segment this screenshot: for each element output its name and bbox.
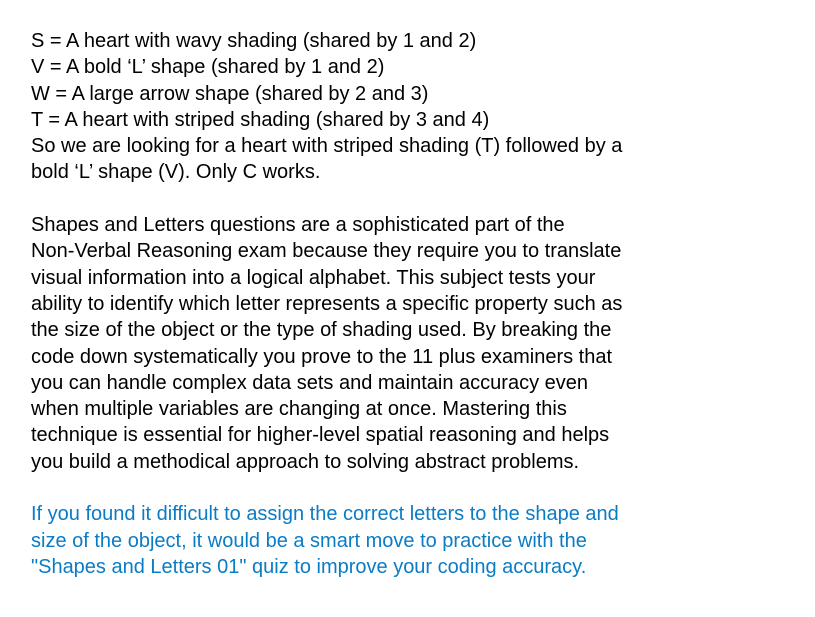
explanation-line: when multiple variables are changing at once. Mastering this	[31, 398, 567, 421]
explanation-paragraph	[31, 212, 801, 475]
explanation-line: ability to identify which letter represents a specific property such as	[31, 292, 623, 315]
paragraph-spacer	[31, 475, 801, 501]
legend-line-w: W = A large arrow shape (shared by 2 and 3)	[31, 82, 429, 105]
explanation-line: code down systematically you prove to the 11 plus examiners that	[31, 345, 613, 368]
legend-line-t: T = A heart with striped shading (shared by 3 and 4)	[31, 108, 490, 131]
explanation-line: Shapes and Letters questions are a sophisticated part of the	[31, 214, 565, 237]
legend-paragraph	[31, 28, 801, 186]
conclusion-line: bold ‘L’ shape (V). Only C works.	[31, 161, 321, 184]
legend-line-v: V = A bold ‘L’ shape (shared by 1 and 2)	[31, 56, 385, 79]
paragraph-spacer	[31, 186, 801, 212]
recommendation-line[interactable]: If you found it difficult to assign the correct letters to the shape and	[31, 503, 619, 526]
explanation-line: you can handle complex data sets and maintain accuracy even	[31, 371, 589, 394]
recommendation-line[interactable]: size of the object, it would be a smart move to practice with the	[31, 529, 587, 552]
explanation-line: visual information into a logical alphabet. This subject tests your	[31, 266, 596, 289]
explanation-line: the size of the object or the type of shading used. By breaking the	[31, 319, 612, 342]
explanation-line: Non-Verbal Reasoning exam because they require you to translate	[31, 240, 622, 263]
explanation-line: you build a methodical approach to solving abstract problems.	[31, 450, 580, 473]
quiz-recommendation-link[interactable]	[31, 501, 801, 580]
explanation-line: technique is essential for higher-level spatial reasoning and helps	[31, 424, 610, 447]
legend-line-s: S = A heart with wavy shading (shared by 1 and 2)	[31, 30, 477, 52]
conclusion-line: So we are looking for a heart with striped shading (T) followed by a	[31, 135, 623, 158]
answer-explanation	[31, 28, 801, 580]
recommendation-line[interactable]: "Shapes and Letters 01" quiz to improve your coding accuracy.	[31, 555, 587, 578]
